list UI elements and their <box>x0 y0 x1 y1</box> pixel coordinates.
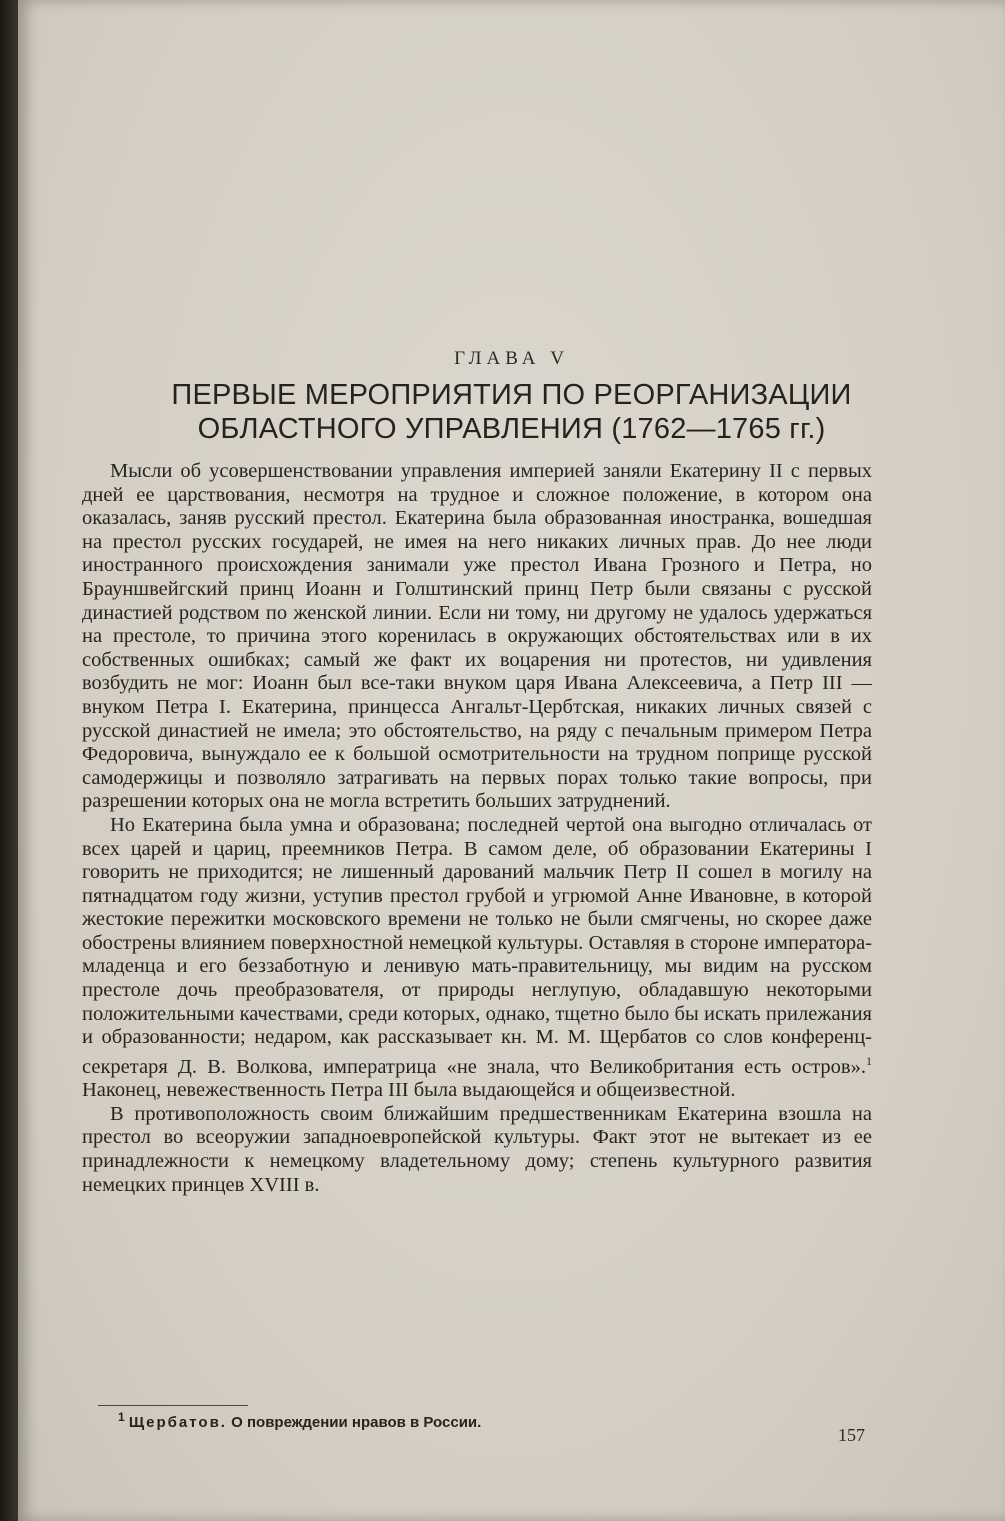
footnote-reference: 1 <box>866 1053 872 1068</box>
paragraph-2-text: Но Екатерина была умна и образована; последней чертой она выгодно отличалась от всех царей и цариц, преемников Петра. В самом деле, об образовании Екатерины I говорить не приходится; не лишенный дарований мальчик Петр II сошел в могилу на пятнадцатом году жизни, уступив престол грубой и угрюмой Анне Ивановне, в которой жестокие пережитки московского времени не только не были смягчены, но скорее даже обострены влиянием поверхностной немецкой культуры. Оставляя в стороне императора-младенца и его беззаботную и ленивую мать-правительницу, мы видим на русском престоле дочь преобразователя, от природы неглупую, обладавшую некоторыми положительными качествами, среди которых, однако, тщетно было бы искать прилежания и образованности; недаром, как рассказывает кн. М. М. Щербатов со слов конференц-секретаря Д. В. Волкова, императрица «не знала, что Великобритания есть остров». <box>82 813 872 1078</box>
footnote-marker: 1 <box>118 1410 125 1424</box>
book-spine-shadow <box>0 0 18 1521</box>
footnote-text: О повреждении нравов в России. <box>226 1414 482 1431</box>
paragraph-2-tail: Наконец, невежественность Петра III была выдающейся и общеизвестной. <box>82 1079 736 1102</box>
paragraph-2 <box>82 814 872 1103</box>
footnote-author: Щербатов. <box>128 1414 227 1431</box>
paragraph-3: В противоположность своим ближайшим предшественникам Екатерина взошла на престол во всеоружии западноевропейской культуры. Факт этот не вытекает из ее принадлежности к немецкому владетельному дому; степень культурного развития немецких принцев XVIII в. <box>82 1102 872 1196</box>
body-text <box>82 460 872 1197</box>
chapter-title <box>18 378 1005 446</box>
footnote <box>118 1410 818 1431</box>
book-page <box>18 0 1005 1521</box>
paragraph-1: Мысли об усовершенствовании управления империей заняли Екатерину II с первых дней ее царствования, несмотря на трудное и сложное положение, в котором она оказалась, заняв русский престол. Екатерина была образованная иностранка, вошедшая на престол русских государей, не имея на него никаких личных прав. До нее люди иностранного происхождения занимали уже престол Ивана Грозного и Петра, но Брауншвейгский принц Иоанн и Голштинский принц Петр были связаны с русской династией родством по женской линии. Если ни тому, ни другому не удалось удержаться на престоле, то причина этого коренилась в окружающих обстоятельствах или в их собственных ошибках; самый же факт их воцарения ни протестов, ни удивления возбудить не мог: Иоанн был все-таки внуком царя Ивана Алексеевича, а Петр III — внуком Петра I. Екатерина, принцесса Ангальт-Цербтская, никаких личных связей с русской династией не имела; это обстоятельство, на ряду с печальным примером Петра Федоровича, вынуждало ее к большой осмотрительности на трудном поприще русской самодержицы и позволяло затрагивать на первых порах только такие вопросы, при разрешении которых она не могла встретить больших затруднений. <box>82 460 872 813</box>
chapter-title-line-1: ПЕРВЫЕ МЕРОПРИЯТИЯ ПО РЕОРГАНИЗАЦИИ <box>171 379 852 411</box>
chapter-title-line-2: ОБЛАСТНОГО УПРАВЛЕНИЯ (1762—1765 гг.) <box>197 413 826 445</box>
chapter-label: ГЛАВА V <box>454 348 569 369</box>
page-number: 157 <box>838 1425 865 1445</box>
footnote-divider <box>98 1405 248 1406</box>
